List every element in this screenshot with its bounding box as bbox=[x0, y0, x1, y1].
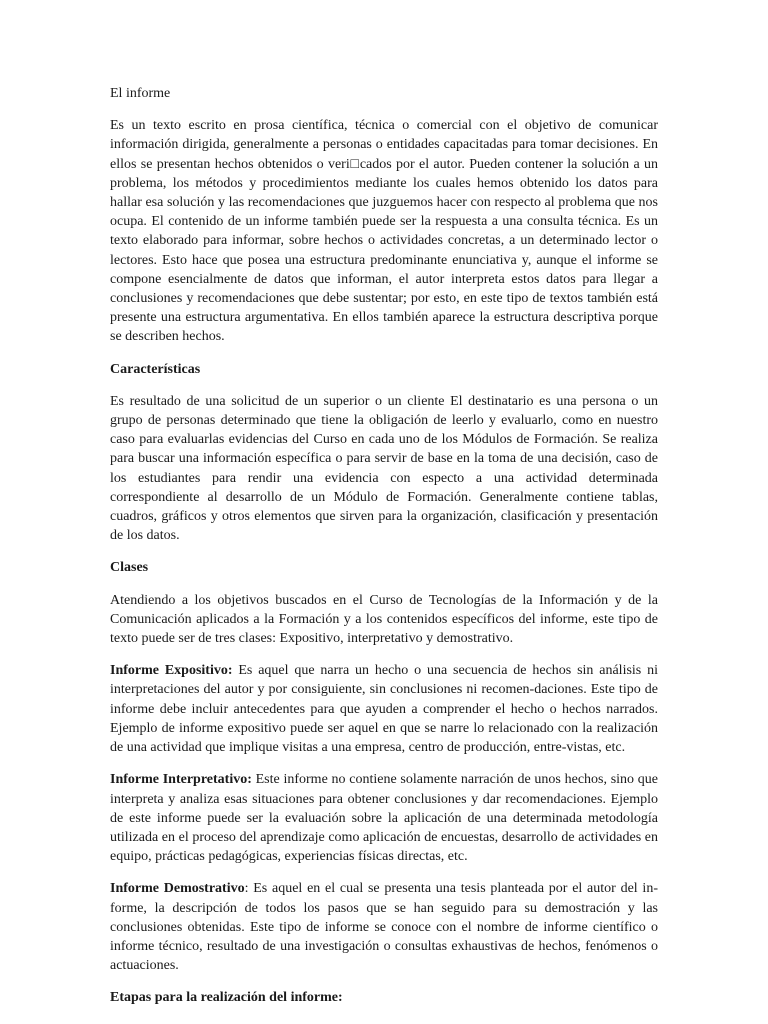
interpretativo-text: Este informe no contiene solamente narración de unos hechos, sino que interpreta y analiza esas situaciones para obtener conclusiones y dar recomendaciones. Ejemplo de este informe puede ser la evaluación sobre la aplicación de una determinada metodología utilizada en el proceso del aprendizaje como aplicación de encuestas, desarrollo de actividades en equipo, prácticas pedagógicas, experiencias físicas directas, etc. bbox=[110, 772, 659, 865]
clases-paragraph: Atendiendo a los objetivos buscados en el Curso de Tecnologías de la Información y de la Comunicación aplicados a la Formación y a los contenidos específicos del informe, este tipo de texto puede ser de tres clases: Expositivo, interpretativo y demostrativo. bbox=[110, 592, 658, 647]
demostrativo-text: : Es aquel en el cual se presenta una tesis planteada por el autor del in-forme, la descripción de todos los pasos que se han seguido para su demostración y las conclusiones obtenidas. Este tipo de informe se conoce con el nombre de informe científico o informe técnico, resultado de una investigación o consultas exhaustivas de hechos, fenómenos o actuaciones. bbox=[110, 881, 658, 974]
section-heading-clases: Clases bbox=[110, 560, 149, 576]
section-heading-etapas: Etapas para la realización del informe: bbox=[110, 990, 343, 1006]
document-title: El informe bbox=[110, 86, 171, 101]
demostrativo-paragraph bbox=[110, 879, 658, 975]
interpretativo-paragraph bbox=[110, 770, 658, 866]
expositivo-text: Es aquel que narra un hecho o una secuencia de hechos sin análisis ni interpretaciones del autor y por consiguiente, sin conclusiones ni recomen-daciones. Este tipo de informe debe incluir antecedentes para que ayuden a comprender el hecho o hechos narrados. Ejemplo de informe expositivo puede ser aquel en que se narre lo relacionado con la realización de una actividad que implique visitas a una empresa, centro de producción, entre-vistas, etc. bbox=[110, 663, 658, 756]
expositivo-paragraph bbox=[110, 661, 658, 757]
interpretativo-label: Informe Interpretativo: bbox=[110, 772, 252, 788]
document-body bbox=[110, 84, 658, 1021]
section-heading-caracteristicas: Características bbox=[110, 361, 201, 377]
caracteristicas-paragraph: Es resultado de una solicitud de un superior o un cliente El destinatario es una persona o un grupo de personas determinado que tiene la obligación de leerlo y evaluarlo, como en nuestro caso para evaluarlas evidencias del Curso en cada uno de los Módulos de Formación. Se realiza para buscar una información específica o para servir de base en la toma de una decisión, caso de los estudiantes para rendir una evidencia con especto a una actividad determinada correspondiente al desarrollo de un Módulo de Formación. Generalmente contiene tablas, cuadros, gráficos y otros elementos que sirven para la organización, clasificación y presentación de los datos. bbox=[110, 393, 658, 544]
expositivo-label: Informe Expositivo: bbox=[110, 663, 233, 679]
demostrativo-label: Informe Demostrativo bbox=[110, 881, 245, 897]
intro-paragraph: Es un texto escrito en prosa científica, técnica o comercial con el objetivo de comunicar información dirigida, generalmente a personas o entidades capacitadas para tomar decisiones. En ellos se presentan hechos obtenidos o veri□cados por el autor. Pueden contener la solución a un problema, los métodos y procedimientos mediante los cuales hemos obtenido los datos para hallar esa solución y las recomendaciones que juzguemos hacer con respecto al problema que nos ocupa. El contenido de un informe también puede ser la respuesta a una consulta técnica. Es un texto elaborado para informar, sobre hechos o actividades concretas, a un determinado lector o lectores. Esto hace que posea una estructura predominante enunciativa y, aunque el informe se compone esencialmente de datos que informan, el autor interpreta estos datos para llegar a conclusiones y recomendaciones que debe sustentar; por esto, en este tipo de textos también está presente una estructura argumentativa. En ellos también aparece la estructura descriptiva porque se describen hechos. bbox=[110, 118, 658, 345]
